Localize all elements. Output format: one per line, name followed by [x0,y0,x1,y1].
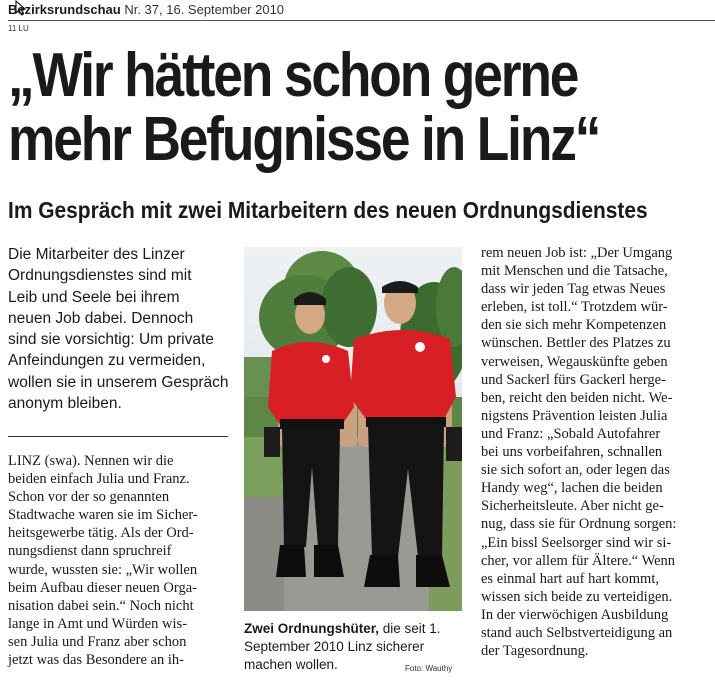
body-line: mit Menschen und die Tatsache, [481,263,668,280]
body-line: es einmal hart auf hart kommt, [481,570,659,587]
article-column-left [8,452,230,669]
body-line: rem neuen Job ist: „Der Umgang [481,245,673,261]
lead-line: sind sie vorsichtig: Um private [8,331,214,349]
lead-line: Ordnungsdienstes sind mit [8,267,192,285]
headline-line: „Wir hätten schon gerne [8,41,578,110]
body-line: lange in Amt und Würden wis- [8,615,187,632]
article-column-right [481,244,706,660]
body-line: stand auch Selbstverteidigung an [481,624,673,641]
body-line: heitsgewerbe tätig. Als der Ord- [8,525,194,542]
body-line: sen Julia und Franz aber schon [8,633,187,650]
body-line: beiden einfach Julia und Franz. [8,471,190,488]
body-line: wurde, wussten sie: „Wir wollen [8,561,198,578]
body-line: sie sich sofort an, oder legen das [481,462,670,479]
body-line: und Franz: „Sobald Autofahrer [481,425,661,442]
caption-bold: Zwei Ordnungshüter, [244,621,380,636]
caption-line: machen wollen. [244,657,338,672]
photo-two-officers [244,247,462,611]
body-line: dass wir jeden Tag etwas Neues [481,281,666,298]
lead-line: wollen sie in unserem Gespräch [8,373,229,391]
caption-line: September 2010 Linz sicherer [244,639,425,654]
subheadline: Im Gespräch mit zwei Mitarbeitern des neuen Ordnungsdienstes [8,197,648,223]
masthead-rule [8,20,715,21]
body-line: cher, vor allem für Ältere.“ Wenn [481,552,676,569]
caption-text: die seit 1. [379,621,441,636]
lead-line: anonym bleiben. [8,395,122,413]
body-line: In der vierwöchigen Ausbildung [481,606,669,623]
article-photo [244,247,462,611]
body-line: LINZ (swa). Nennen wir die [8,453,174,469]
body-line: Sicherheitsleute. Aber nicht ge- [481,498,664,515]
body-line: nug, dass sie für Ordnung sorgen: [481,516,677,533]
headline-line: mehr Befugnisse in Linz“ [8,105,600,174]
lead-paragraph [8,244,240,414]
body-line: Stadtwache waren sie im Sicher- [8,507,198,524]
body-line: Handy weg“, lachen die beiden [481,480,663,497]
body-line: nisation dabei sein.“ Noch nicht [8,597,194,614]
lead-line: Leib und Seele bei ihrem [8,288,180,306]
body-line: nigstens Prävention leisten Julia [481,407,668,424]
lead-line: neuen Job dabei. Dennoch [8,309,194,327]
lead-line: Die Mitarbeiter des Linzer [8,246,185,263]
body-line: wissen sich beide zu verteidigen. [481,588,673,605]
body-line: Schon vor der so genannten [8,489,170,506]
lead-line: Anfeindungen zu vermeiden, [8,352,206,370]
body-line: beim Aufbau dieser neuen Orga- [8,579,197,596]
caption-line [244,620,469,638]
body-line: und Sackerl fürs Gackerl herge- [481,371,666,388]
body-line: bei uns vorbeifahren, schnallen [481,444,663,461]
body-line: jetzt was das Besondere an ih- [8,652,184,669]
body-line: den sie sich mehr Kompetenzen [481,317,667,334]
body-line: ben, reicht den beiden nicht. We- [481,389,673,406]
body-line: nungsdienst dann spruchreif [8,543,172,560]
photo-credit: Foto: Wauthy [405,664,453,673]
lead-divider [8,436,228,437]
publication-name: Bezirksrundschau [8,2,121,17]
masthead [8,2,284,17]
page-number: 11 LU [8,24,29,33]
body-line: erleben, ist toll.“ Trotzdem wür- [481,299,668,316]
body-line: verweisen, Wegauskünfte geben [481,353,668,370]
issue-date: Nr. 37, 16. September 2010 [124,2,285,17]
body-line: wünschen. Bettler des Platzes zu [481,335,671,352]
body-line: „Ein bissl Seelsorger sind wir si- [481,534,672,551]
headline [8,41,610,174]
body-line: der Tagesordnung. [481,643,589,660]
